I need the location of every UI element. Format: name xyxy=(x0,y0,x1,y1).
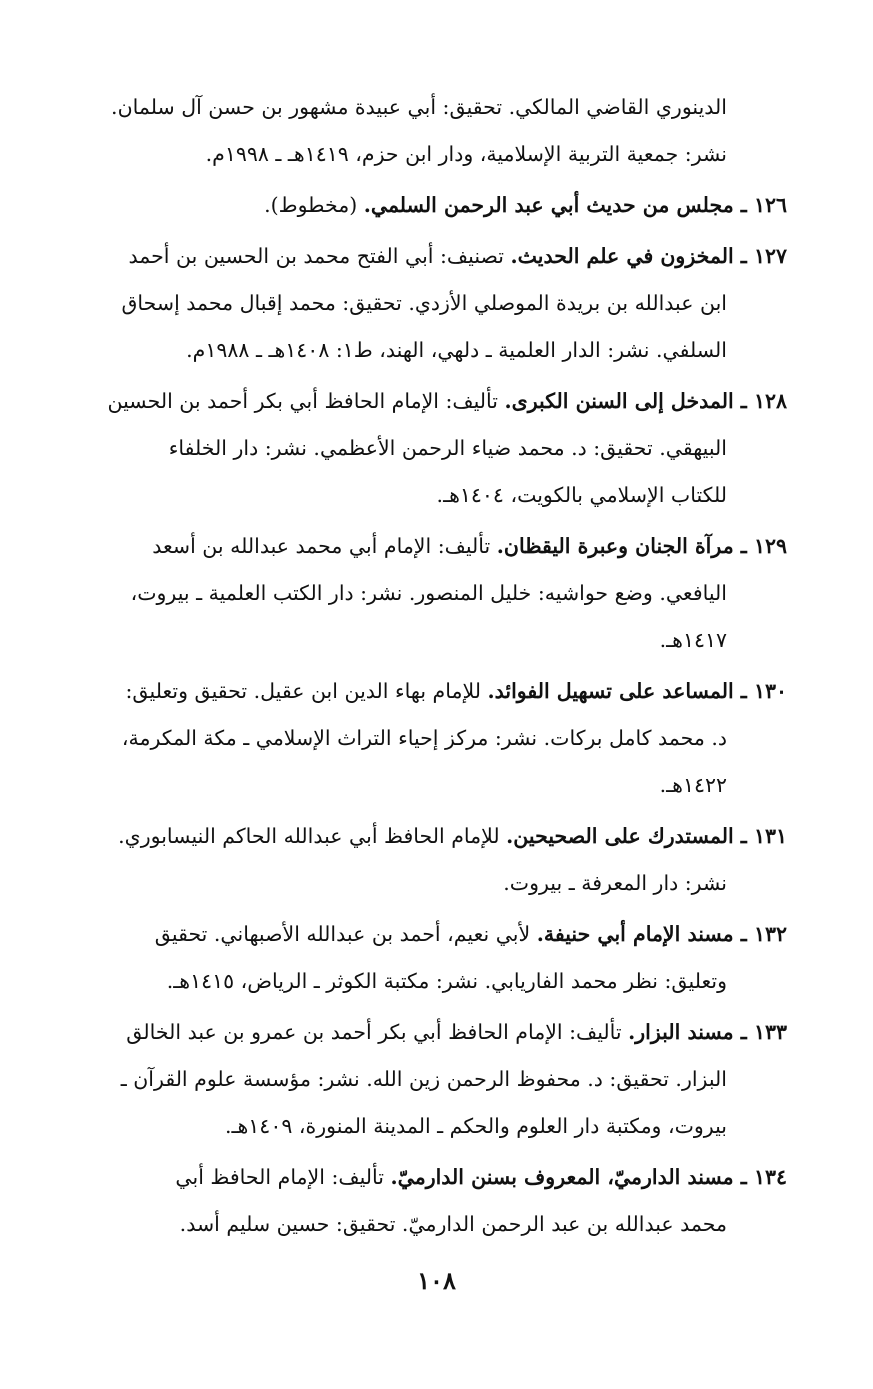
entry-description: تأليف: الإمام أبي محمد عبدالله بن أسعد xyxy=(152,534,497,558)
entry-title: ١٣٠ ـ المساعد على تسهيل الفوائد. xyxy=(487,679,787,703)
entry-continuation-line: ١٤١٧هـ. xyxy=(659,628,727,652)
entry-continuation-line: اليافعي. وضع حواشيه: خليل المنصور. نشر: دار الكتب العلمية ـ بيروت، xyxy=(130,581,727,605)
entry-continuation-line: نشر: دار المعرفة ـ بيروت. xyxy=(503,871,727,895)
entry-first-line xyxy=(79,182,787,229)
entry-description: تأليف: الإمام الحافظ أبي بكر أحمد بن الحسين xyxy=(107,389,505,413)
entry-description: تأليف: الإمام الحافظ أبي بكر أحمد بن عمرو بن عبد الخالق xyxy=(126,1020,629,1044)
entry-continuation-line: ١٤٢٢هـ. xyxy=(659,773,727,797)
entry-first-line xyxy=(79,523,787,570)
entry-first-line xyxy=(79,1154,787,1201)
entry-title: ١٢٨ ـ المدخل إلى السنن الكبرى. xyxy=(504,389,787,413)
entry-title: ١٢٦ ـ مجلس من حديث أبي عبد الرحمن السلمي. xyxy=(363,193,787,217)
entry-description: (مخطوط). xyxy=(264,193,364,217)
entry-description: لأبي نعيم، أحمد بن عبدالله الأصبهاني. تحقيق xyxy=(154,922,537,946)
bibliography-entry xyxy=(79,378,787,519)
bibliography-entry xyxy=(79,813,787,907)
entry-title: ١٣١ ـ المستدرك على الصحيحين. xyxy=(506,824,787,848)
bibliography-entry xyxy=(79,233,787,374)
entry-continuation-line: البيهقي. تحقيق: د. محمد ضياء الرحمن الأعظمي. نشر: دار الخلفاء xyxy=(168,436,727,460)
bibliography-entry xyxy=(79,1009,787,1150)
entry-continuation-line: وتعليق: نظر محمد الفاريابي. نشر: مكتبة الكوثر ـ الرياض، ١٤١٥هـ. xyxy=(166,969,727,993)
entry-continuation-line: محمد عبدالله بن عبد الرحمن الدارميّ. تحقيق: حسين سليم أسد. xyxy=(179,1212,727,1236)
bibliography-entry xyxy=(79,1154,787,1248)
entry-first-line xyxy=(79,813,787,860)
text-line: الدينوري القاضي المالكي. تحقيق: أبي عبيدة مشهور بن حسن آل سلمان. xyxy=(111,95,727,119)
bibliography-list xyxy=(79,182,787,1248)
entry-description: تصنيف: أبي الفتح محمد بن الحسين بن أحمد xyxy=(128,244,511,268)
entry-first-line xyxy=(79,668,787,715)
entry-continuation-line: البزار. تحقيق: د. محفوظ الرحمن زين الله. نشر: مؤسسة علوم القرآن ـ xyxy=(120,1067,727,1091)
bibliography-entry xyxy=(79,523,787,664)
entry-continuation-line: السلفي. نشر: الدار العلمية ـ دلهي، الهند، ط١: ١٤٠٨هـ ـ ١٩٨٨م. xyxy=(186,338,727,362)
entry-title: ١٢٩ ـ مرآة الجنان وعبرة اليقظان. xyxy=(496,534,787,558)
entry-continuation-line: للكتاب الإسلامي بالكويت، ١٤٠٤هـ. xyxy=(436,483,727,507)
entry-first-line xyxy=(79,911,787,958)
entry-title: ١٣٢ ـ مسند الإمام أبي حنيفة. xyxy=(536,922,787,946)
text-line: نشر: جمعية التربية الإسلامية، ودار ابن حزم، ١٤١٩هـ ـ ١٩٩٨م. xyxy=(205,142,727,166)
entry-title: ١٢٧ ـ المخزون في علم الحديث. xyxy=(510,244,787,268)
entry-continuation-line: ابن عبدالله بن بريدة الموصلي الأزدي. تحقيق: محمد إقبال محمد إسحاق xyxy=(121,291,727,315)
entry-description: للإمام الحافظ أبي عبدالله الحاكم النيسابوري. xyxy=(118,824,507,848)
entry-description: تأليف: الإمام الحافظ أبي xyxy=(175,1165,391,1189)
carryover-entry xyxy=(79,84,787,178)
bibliography-entry xyxy=(79,182,787,229)
entry-continuation-line: بيروت، ومكتبة دار العلوم والحكم ـ المدينة المنورة، ١٤٠٩هـ. xyxy=(224,1114,727,1138)
entry-first-line xyxy=(79,233,787,280)
entry-first-line xyxy=(79,1009,787,1056)
entry-continuation-line: د. محمد كامل بركات. نشر: مركز إحياء التراث الإسلامي ـ مكة المكرمة، xyxy=(121,726,727,750)
entry-first-line xyxy=(79,378,787,425)
entry-description: للإمام بهاء الدين ابن عقيل. تحقيق وتعليق: xyxy=(125,679,488,703)
bibliography-entry xyxy=(79,911,787,1005)
entry-title: ١٣٤ ـ مسند الدارميّ، المعروف بسنن الدارميّ. xyxy=(390,1165,787,1189)
entry-title: ١٣٣ ـ مسند البزار. xyxy=(628,1020,787,1044)
book-page-body xyxy=(79,84,787,1252)
page-number: ١٠٨ xyxy=(417,1266,456,1295)
bibliography-entry xyxy=(79,668,787,809)
